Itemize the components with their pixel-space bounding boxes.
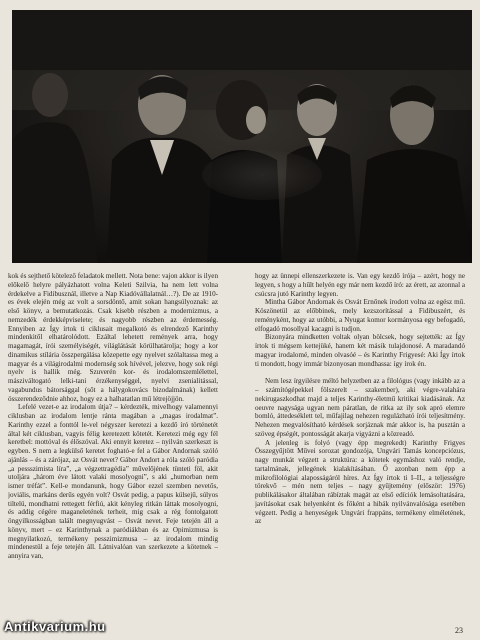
paragraph: Mintha Gábor Andornak és Osvát Ernőnek írodott volna az egész mű. Köszönetül az előbbinek, mely kezszorítással a Fidibuszért, és reményként, hogy az utóbbi, a Nyugat komor kormányosa egy befogadó, elfogadó mosollyal kacagni is tudjon. — [255, 298, 465, 333]
paragraph: kok és sejthető kötelező feladatok mellett. Nota bene: vajon akkor is ilyen előkelő helyre pályázhatott volna Keleti Szilvia, ha nem lett volna érdekelve a Fidibusznál, illetve a Nap Kiadóvállalatnál…?). De az 1910-es évek elején még az volt a sorsdöntő, amit sokan hangsúlyoznak: az első könyv, a bemutatkozás. Csak kisebb részben a modernizmus, a nemzedék érdekképviselete; és nagyobb részben az érdemesség. Ennyiben az Így írtok ti ciklusait megalkotó és elrendező Karinthy mindenkitől elhatárolódott. Ezáltal lehetett remények arra, hogy magamagát, írói személyiségét, világlátását körülhatárolja; hogy a kor dinamikus stílária összpergálása közepette egy nyelvet szólaltassa meg a magyar és a világirodalmi modernség sok hívével, jelezve, hogy sok régi nyelv is hallik még. Szuverén kor- és irodalomszemlélettel, másziváltogató lelki-tani érzékenységgel, nyelvi zsenialitással, vagabundus bátorsággal (sőt a hálygokovács bizodalmának) kellett összerendeződnie ahhoz, hogy ez a halhatatlan mű létrejöjjön. — [8, 272, 218, 403]
historical-photograph — [12, 10, 472, 263]
right-text-column — [255, 272, 465, 624]
paragraph: Bizonyára mindketten voltak olyan bölcsek, hogy sejtették: az Így írtok ti mégsem kettejüké, hanem két másik tulajdonosé. A maradandó magyar irodalomé, minden olvasóé – és Karinthy Frigyesé: Aki Így írtok ti mondott, hogy immár bizonyosan mondhassa: így írok én. — [255, 333, 465, 368]
watermark: Antikvarium.hu — [4, 619, 106, 634]
paragraph: Lefelé vezet-e az irodalom útja? – kérdezték, mivelhogy valamennyi ciklusban az irodalom lentje ránta magában a „magas irodalmat”. Karinthy ezzel a fonttól le-vel négyszer keretezi a kezdő író történetét által két ciklusban, vagyis félig keretezett kötetét. Keretezi még egy fél keretbel: mottóval és élőszóval. Aki ennyit keretez – nyilván szerkeszt is egyben. S nem a legkülső keretet fogható-e fel a Gábor Andornak szóló ajánlás – és a zárójaz, az Osvát nevet? Gábor Andort a róla szóló paródia „a pessszimista líra”, „a végzettragédia” művelőjének tünteti föl, akit utoljára „három éve látott valaki mosolyogni”, s aki „humorban nem ismer tréfát”. Kell-e mondanunk, hogy Gábor ezzel szemben nevetős, joviális, markáns derűs egyén volt? Osvát pedig, a papus külsejű, súlyos tiltelü, mondhatni rettegett férfiú, akit kényleg ritkán láttak mosolyogni, és addig cégére maganeletének terheit, mig csak a rég fontolgatott öngyilkosságban talált megnyugvást – Osvát nevet. Feje tetején áll a könyv, mert – ez Karinthynak a paródiákban és az Opimizmusa is megnyilatkozó, termékeny pesszimizmusa – az irodalom mindig mindenestül a feje tetején áll. Látnivalóan van szerkezete a kötetnek – annyira van, — [8, 403, 218, 560]
paragraph: A jelenleg is folyó (vagy épp megrekedt) Karinthy Frigyes Összegyűjtött Művei sorozat gondozója, Ungvári Tamás koncepciózus, nagy munkát végzett a struktúra: a kötetek egymáshoz való rendje, tartalmának, jellegének kialakításában. Ő azonban nem épp a mikrofilológiai alaposságáról híres. Az Így írtok ti I–II., a teljességre törekvő – mén nem teljes – nagy gyűjtemény (először: 1976) publikálásakor általában rábíztak magát az első edíciók lemásoltatására, javításokat csak helyenként és főként a hibák nyilvánvalósága esetében végzett. Pedig a henyeségek Ungvári frappáns, termékeny elméletének, az — [255, 438, 465, 526]
left-text-column — [8, 272, 218, 624]
page-number: 23 — [455, 626, 463, 635]
paragraph: hogy az ünnepi ellenszerkezete is. Van egy kezdő írója – azért, hogy ne legyen, s hogy a hűlt helyén egy már nem kezdő író: az érett, az azonnal a csúcsra jutó Karinthy legyen. — [255, 272, 465, 298]
paragraph: Nem lesz írgyilésre méltó helyzetben az a filológus (vagy inkább az a – számítógépekkel fölszerelt – szakember), aki végre-valahára nekirugaszkodhat majd a teljes Karinthy-életmű kritikai kiadásának. Az oeuvre nagysága ugyan nem páratlan, de ritka az ily sok apró elemre bomló, áttedeséklett tel, műfajilag nehezen regulázható írói teljesítmény. Nehezen megvalósítható kérdések sorjáznak már akkor is, ha pusztán a szöveg épségét, pontosságát akarja vigyázni a közreadó. — [255, 377, 465, 438]
photograph-icon — [12, 10, 472, 263]
